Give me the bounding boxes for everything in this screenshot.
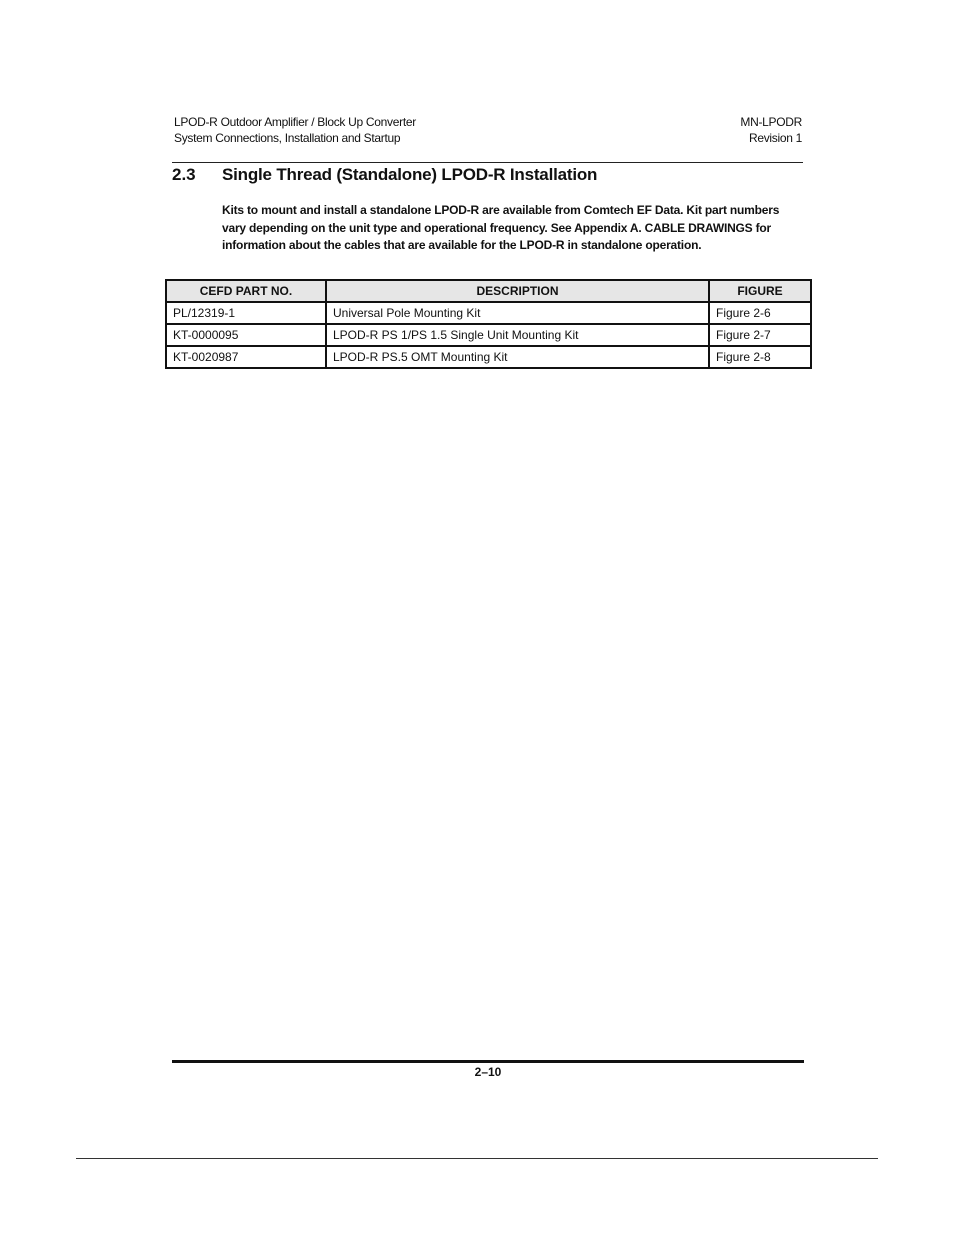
header-divider <box>172 162 803 163</box>
part-number-cell: KT-0000095 <box>166 324 326 346</box>
description-cell: LPOD-R PS.5 OMT Mounting Kit <box>326 346 709 368</box>
header-right <box>740 114 802 146</box>
header-revision: Revision 1 <box>748 131 802 145</box>
table-row <box>166 302 811 324</box>
page-number: 2–10 <box>474 1065 502 1079</box>
part-number-cell: PL/12319-1 <box>166 302 326 324</box>
figure-ref-cell[interactable]: Figure 2-8 <box>709 346 811 368</box>
header-left <box>174 114 416 146</box>
section-number: 2.3 <box>172 165 196 184</box>
header-doc-number: MN-LPODR <box>740 115 802 129</box>
table-row <box>166 324 811 346</box>
description-cell: Universal Pole Mounting Kit <box>326 302 709 324</box>
figure-ref-cell[interactable]: Figure 2-6 <box>709 302 811 324</box>
column-header-description: DESCRIPTION <box>326 280 709 302</box>
column-header-part-no: CEFD PART NO. <box>166 280 326 302</box>
section-title: Single Thread (Standalone) LPOD-R Installation <box>222 165 598 184</box>
page-bottom-divider <box>76 1158 878 1159</box>
table-header-row <box>166 280 811 302</box>
description-cell: LPOD-R PS 1/PS 1.5 Single Unit Mounting Kit <box>326 324 709 346</box>
table-row <box>166 346 811 368</box>
section-intro-paragraph: Kits to mount and install a standalone LPOD-R are available from Comtech EF Data. Kit part numbers vary depending on the unit type and operational frequency. See Appendix A. CABLE DRAWINGS for information about the cables that are available for the LPOD-R in standalone operation. <box>222 203 780 252</box>
figure-ref-cell[interactable]: Figure 2-7 <box>709 324 811 346</box>
header-chapter-title: System Connections, Installation and Startup <box>174 131 401 145</box>
part-number-cell: KT-0020987 <box>166 346 326 368</box>
column-header-figure: FIGURE <box>709 280 811 302</box>
footer-divider <box>172 1060 804 1063</box>
mounting-kits-table <box>165 279 812 369</box>
header-doc-title: LPOD-R Outdoor Amplifier / Block Up Converter <box>174 115 416 129</box>
